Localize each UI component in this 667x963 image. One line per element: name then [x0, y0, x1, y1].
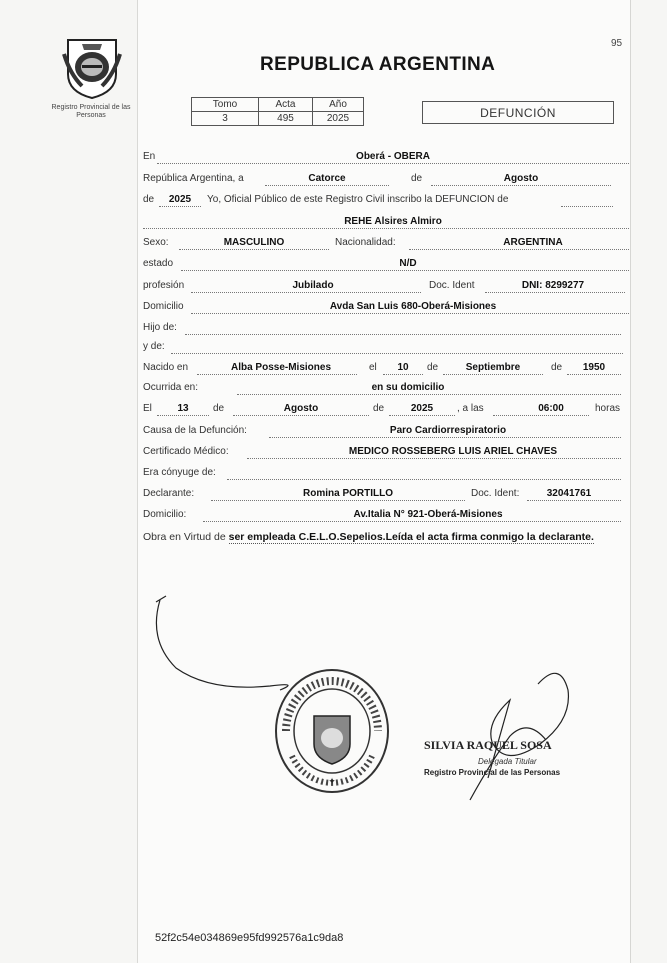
mes-value: Agosto: [503, 173, 539, 184]
dia-value: Catorce: [308, 173, 346, 184]
en-label: En: [143, 151, 156, 162]
acta-header: Acta: [259, 98, 313, 112]
signature-org: Registro Provincial de las Personas: [424, 768, 561, 777]
a-las-label: , a las: [457, 403, 484, 414]
anio-header: Año: [313, 98, 364, 112]
nac-anio-value: 1950: [582, 362, 606, 373]
certificado-label: Certificado Médico:: [143, 446, 229, 457]
svg-text:✦: ✦: [328, 776, 336, 786]
estado-label: estado: [143, 258, 174, 269]
doc2-label: Doc. Ident:: [471, 488, 520, 499]
def-mes-value: Agosto: [283, 403, 319, 414]
de5-label: de: [213, 403, 225, 414]
domicilio-label: Domicilio: [143, 301, 184, 312]
domicilio-value: Avda San Luis 680-Oberá-Misiones: [329, 301, 497, 312]
def-anio-value: 2025: [410, 403, 434, 414]
nac-mes-value: Septiembre: [465, 362, 521, 373]
de6-label: de: [373, 403, 385, 414]
registry-name: Registro Provincial de las Personas: [51, 104, 131, 119]
domicilio2-value: Av.Italia N° 921-Oberá-Misiones: [353, 509, 503, 520]
inscribo-text: Yo, Oficial Público de este Registro Civil inscribo la DEFUNCION de: [207, 194, 509, 205]
nacido-label: Nacido en: [143, 362, 189, 373]
acta-value: 495: [259, 112, 313, 126]
de3-label: de: [427, 362, 439, 373]
nombre-value: REHE Alsires Almiro: [344, 216, 442, 227]
nac-dia-value: 10: [397, 362, 409, 373]
estado-value: N/D: [399, 258, 417, 269]
conyuge-label: Era cónyuge de:: [143, 467, 216, 478]
document-title: REPUBLICA ARGENTINA: [260, 54, 496, 75]
ocurrida-label: Ocurrida en:: [143, 382, 199, 393]
de4-label: de: [551, 362, 563, 373]
certificado-value: MEDICO ROSSEBERG LUIS ARIEL CHAVES: [348, 446, 558, 457]
doc-value: DNI: 8299277: [521, 280, 585, 291]
profesion-label: profesión: [143, 280, 185, 291]
republica-label: República Argentina, a: [143, 173, 244, 184]
document-hash: 52f2c54e034869e95fd992576a1c9da8: [155, 932, 344, 944]
obra-label: Obra en Virtud de: [143, 531, 226, 543]
obra-value: ser empleada C.E.L.O.Sepelios.Leída el acta firma conmigo la declarante.: [228, 531, 594, 543]
signature-role: Delegada Titular: [478, 757, 537, 766]
y-de-label: y de:: [143, 341, 165, 352]
doc-label: Doc. Ident: [429, 280, 475, 291]
def-dia-value: 13: [177, 403, 189, 414]
signature-name: SILVIA RAQUEL SOSA: [424, 738, 552, 752]
el-label: el: [369, 362, 377, 373]
causa-label: Causa de la Defunción:: [143, 425, 247, 436]
nacionalidad-label: Nacionalidad:: [335, 237, 396, 248]
tomo-header: Tomo: [192, 98, 259, 112]
page-number: 95: [611, 38, 623, 49]
declarante-label: Declarante:: [143, 488, 195, 499]
document-type: DEFUNCIÓN: [422, 101, 614, 124]
tomo-value: 3: [192, 112, 259, 126]
ocurrida-value: en su domicilio: [371, 382, 445, 393]
hijo-label: Hijo de:: [143, 322, 177, 333]
doc2-value: 32041761: [546, 488, 592, 499]
anio-value-text: 2025: [168, 194, 192, 205]
en-value: Oberá - OBERA: [356, 151, 430, 162]
el2-label: El: [143, 403, 152, 414]
nacido-value: Alba Posse-Misiones: [230, 362, 332, 373]
sexo-label: Sexo:: [143, 237, 169, 248]
causa-value: Paro Cardiorrespiratorio: [389, 425, 507, 436]
hora-value: 06:00: [538, 403, 564, 414]
de2-label: de: [143, 194, 155, 205]
horas-label: horas: [595, 403, 621, 414]
de-label: de: [411, 173, 423, 184]
nacionalidad-value: ARGENTINA: [503, 237, 563, 248]
declarante-value: Romina PORTILLO: [303, 488, 393, 499]
anio-value: 2025: [313, 112, 364, 126]
sexo-value: MASCULINO: [223, 237, 285, 248]
domicilio2-label: Domicilio:: [143, 509, 187, 520]
profesion-value: Jubilado: [292, 280, 334, 291]
